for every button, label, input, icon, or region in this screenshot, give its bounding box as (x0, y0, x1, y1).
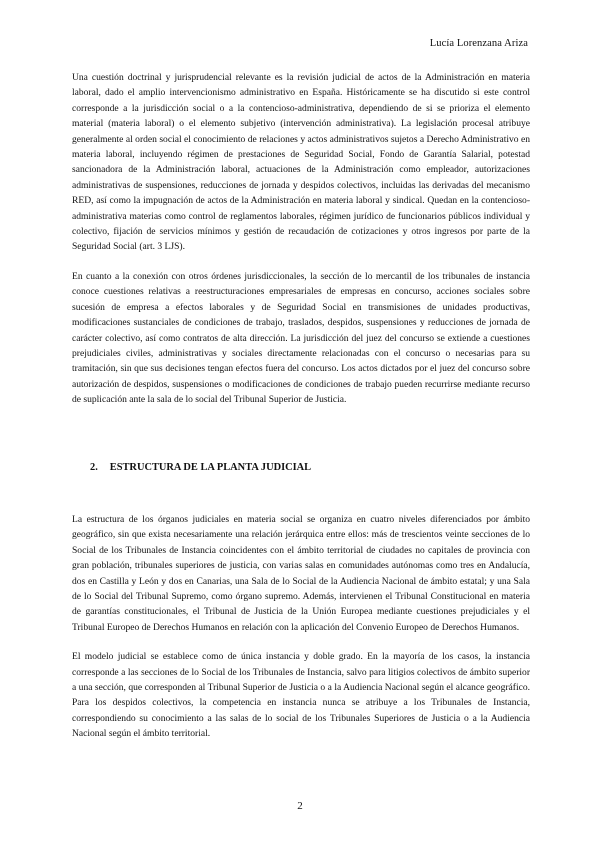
running-header-author: Lucía Lorenzana Ariza (429, 38, 528, 49)
intro-text-block (72, 70, 530, 422)
paragraph-judicial-review: Una cuestión doctrinal y jurisprudencial relevante es la revisión judicial de actos de la Administración en materia laboral, dado el amplio intervencionismo administrativo en España. Históricamente se ha discutido si este control corresponde a la jurisdicción social o a la contencioso-administrativa, dependiendo de si se prioriza el elemento material (materia laboral) o el elemento subjetivo (intervención administrativa). La legislación procesal atribuye generalmente al orden social el conocimiento de relaciones y actos administrativos sujetos a Derecho Administrativo en materia laboral, incluyendo régimen de prestaciones de Seguridad Social, Fondo de Garantía Salarial, potestad sancionadora de la Administración laboral, actuaciones de la Administración como empleador, autorizaciones administrativas de suspensiones, reducciones de jornada y despidos colectivos, incluidas las derivadas del mecanismo RED, así como la impugnación de actos de la Administración en materia laboral y sindical. Quedan en la contencioso-administrativa materias como control de reglamentos laborales, régimen jurídico de funcionarios públicos individual y colectivo, fijación de servicios mínimos y gestión de recaudación de cotizaciones y otros ingresos por parte de la Seguridad Social (art. 3 LJS). (72, 72, 530, 253)
page-number: 2 (297, 800, 303, 812)
section-title: ESTRUCTURA DE LA PLANTA JUDICIAL (109, 462, 312, 473)
paragraph-court-structure: La estructura de los órganos judiciales en materia social se organiza en cuatro niveles diferenciados por ámbito geográfico, sin que exista necesariamente una relación jerárquica entre ellos: más de trescientos veinte secciones de lo Social de los Tribunales de Instancia coincidentes con el ámbito territorial de ciudades no capitales de provincia con gran población, tribunales superiores de justicia, con varias salas en comunidades autónomas como tres en Andalucía, dos en Castilla y León y dos en Canarias, una Sala de lo Social de la Audiencia Nacional de ámbito estatal; y una Sala de lo Social del Tribunal Supremo, como órgano supremo. Además, intervienen el Tribunal Constitucional en materia de garantías constitucionales, el Tribunal de Justicia de la Unión Europea mediante cuestiones prejudiciales y el Tribunal Europeo de Derechos Humanos en relación con la aplicación del Convenio Europeo de Derechos Humanos. (72, 514, 530, 633)
section-text-block (72, 512, 530, 756)
paragraph-judicial-model: El modelo judicial se establece como de única instancia y doble grado. En la mayoría de los casos, la instancia corresponde a las secciones de lo Social de los Tribunales de Instancia, salvo para litigios colectivos de ámbito superior a una sección, que corresponden al Tribunal Superior de Justicia o a la Audiencia Nacional según el alcance geográfico. Para los despidos colectivos, la competencia en instancia nunca se atribuye a los Tribunales de Instancia, correspondiendo su conocimiento a las salas de lo social de los Tribunales Superiores de Justicia o a la Audiencia Nacional según el ámbito territorial. (72, 651, 530, 740)
section-number: 2. (90, 462, 98, 473)
paragraph-jurisdiction-connection: En cuanto a la conexión con otros órdenes jurisdiccionales, la sección de lo mercantil de los tribunales de instancia conoce cuestiones relativas a reestructuraciones empresariales de empresas en concurso, acciones sociales sobre sucesión de empresa a efectos laborales y de Seguridad Social en transmisiones de unidades productivas, modificaciones sustanciales de condiciones de trabajo, traslados, despidos, suspensiones y reducciones de jornada de carácter colectivo, así como contratos de alta dirección. La jurisdicción del juez del concurso se extiende a cuestiones prejudiciales civiles, administrativas y sociales directamente relacionadas con el concurso o necesarias para su tramitación, sin que sus decisiones tengan efectos fuera del concurso. Los actos dictados por el juez del concurso sobre autorización de despidos, suspensiones o modificaciones de condiciones de trabajo pueden recurrirse mediante recurso de suplicación ante la sala de lo social del Tribunal Superior de Justicia. (72, 270, 530, 406)
section-heading (90, 462, 311, 473)
